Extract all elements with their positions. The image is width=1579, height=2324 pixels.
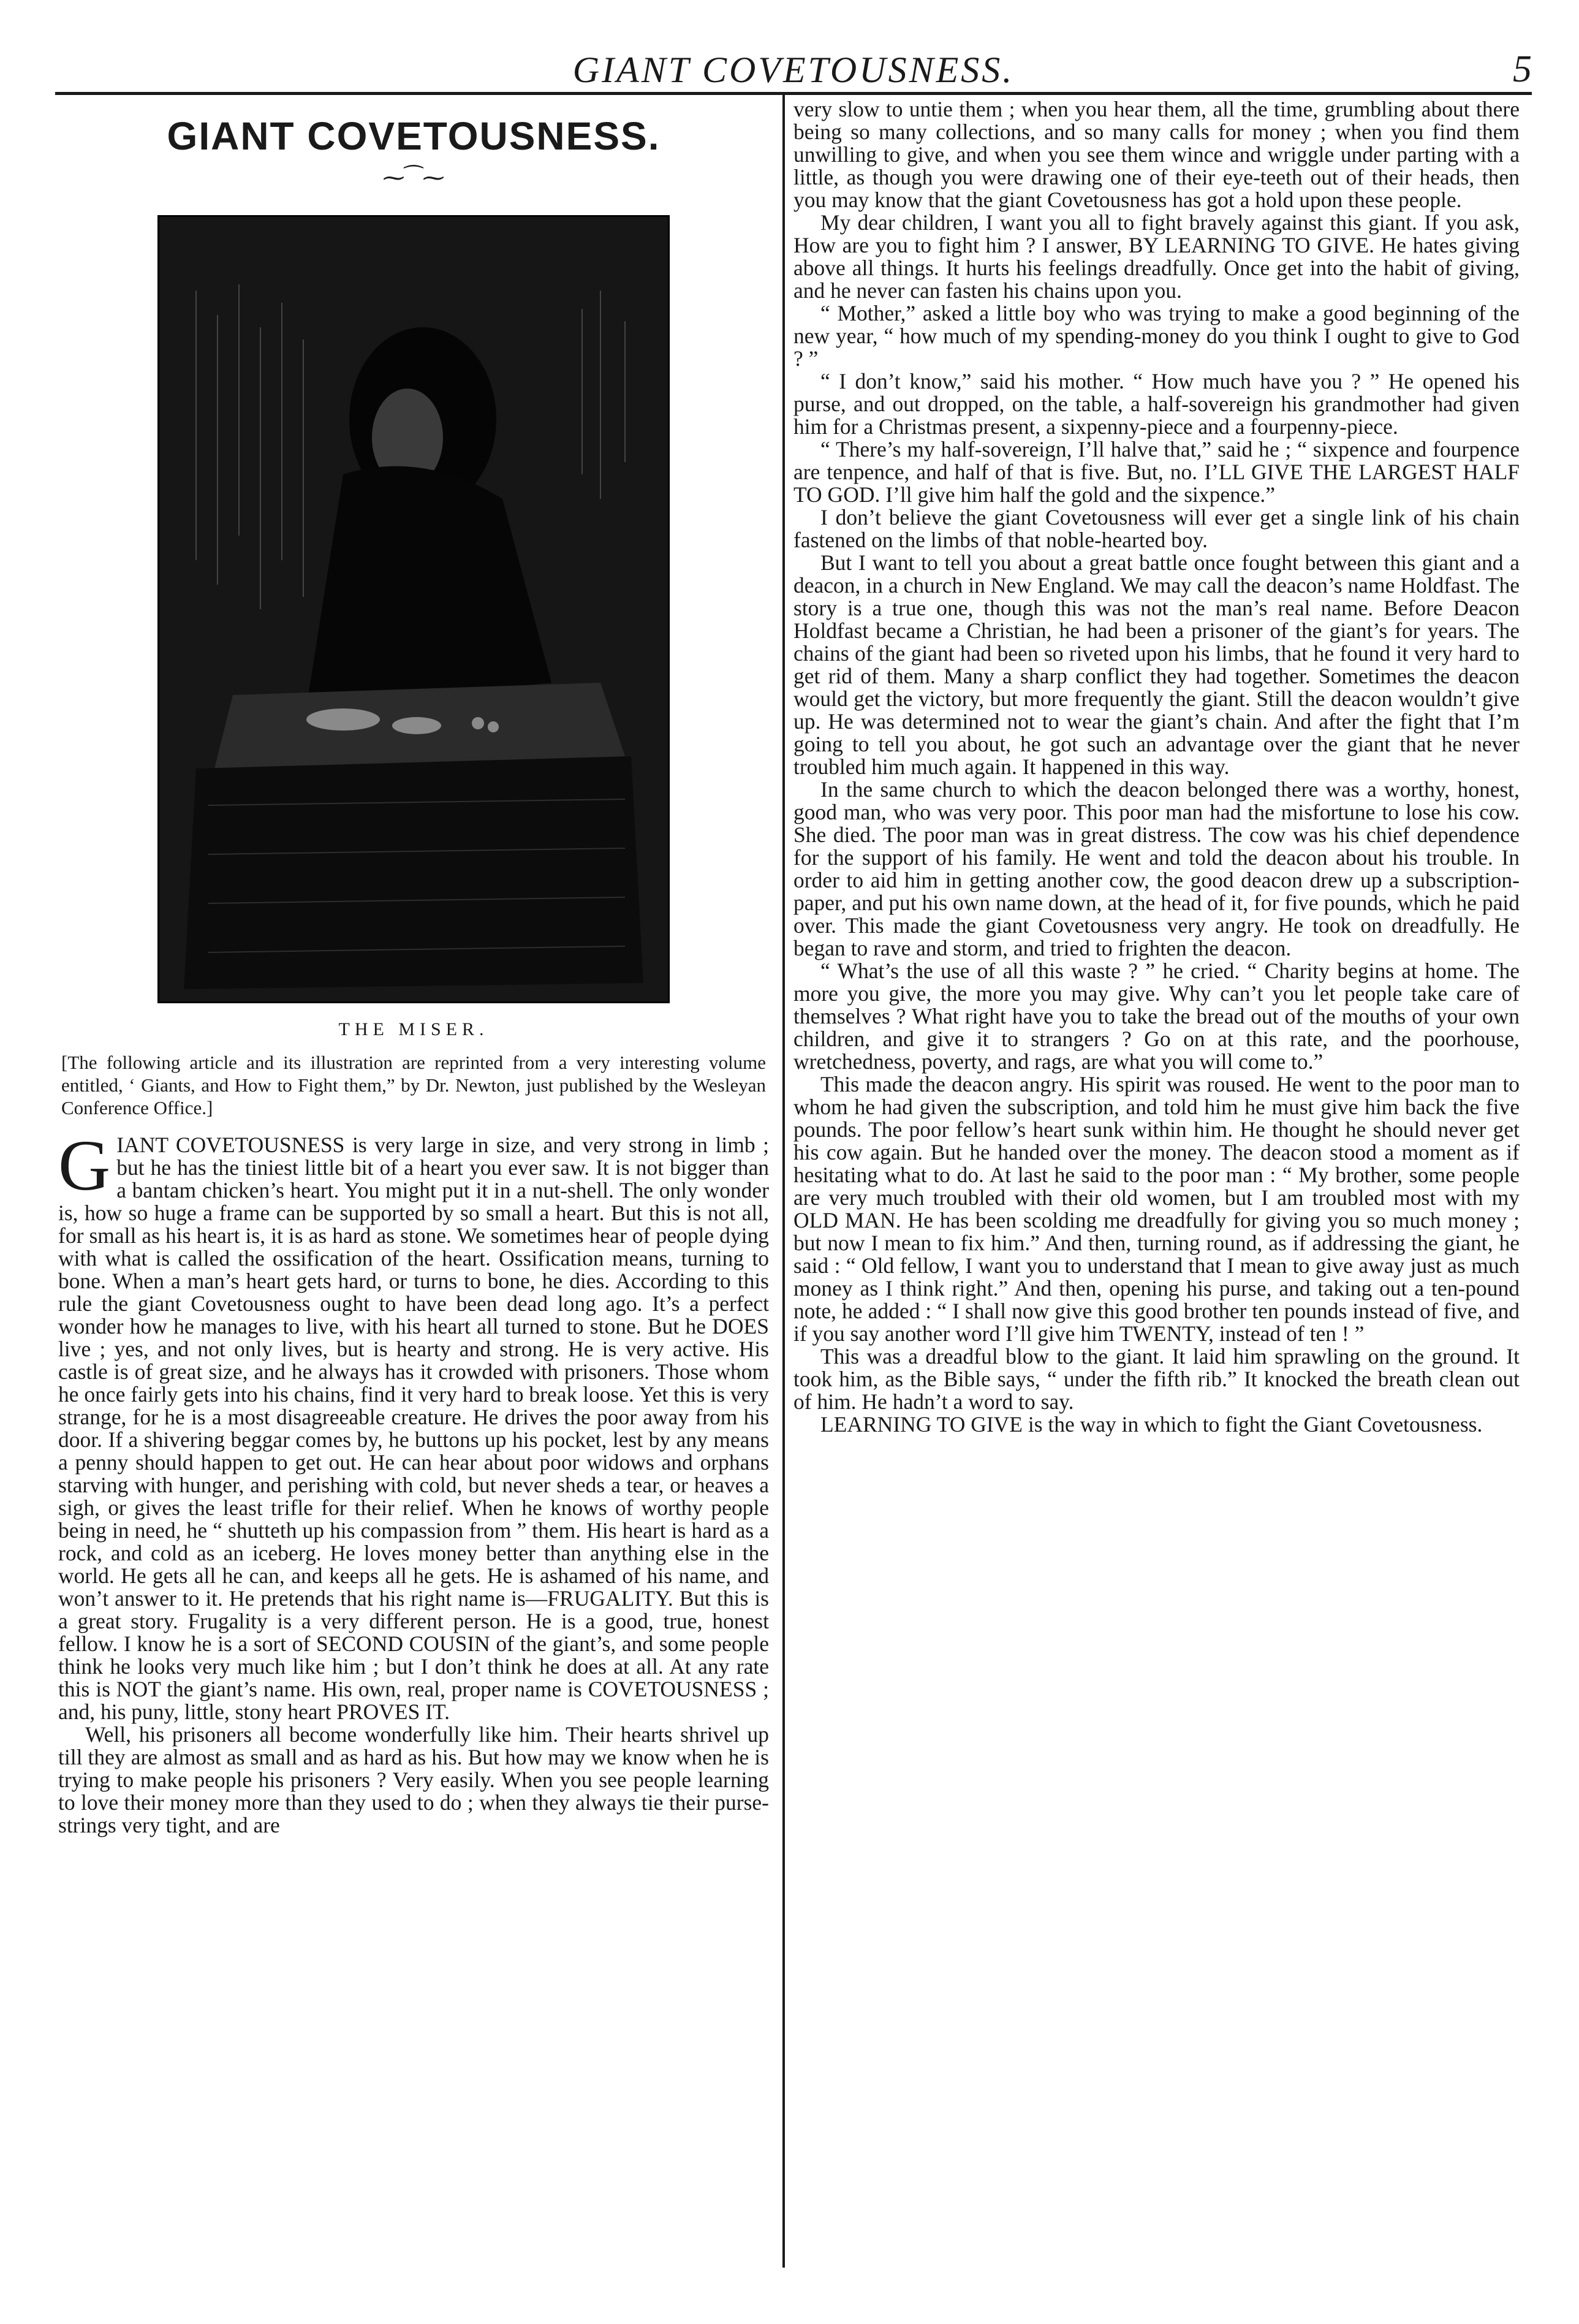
- right-paragraph-7: But I want to tell you about a great battle once fought between this giant and a deacon, in a church in New England. We may call the deacon’s name Holdfast. The story is a true one, though this was not the man’s real name. Before Deacon Holdfast became a Christian, he had been a prisoner of the giant’s for years. The chains of the giant had been so riveted upon his limbs, that he found it very hard to get rid of them. Many a sharp conflict they had together. Sometimes the deacon would get the victory, but more frequently the giant. Still the deacon wouldn’t give up. He was determined not to wear the giant’s chain. And after the fight that I’m going to tell you about, he got such an advantage over the giant that he never troubled him much again. It happened in this way.: [793, 550, 1520, 779]
- right-column: [793, 98, 1520, 1436]
- right-paragraph-1: very slow to untie them ; when you hear them, all the time, grumbling about there being so many collections, and so many calls for money ; when you find them unwilling to give, and when you see them wince and wriggle under parting with a little, as though you were drawing one of their eye-teeth out of their heads, then you may know that the giant Covetousness has got a hold upon these people.: [793, 97, 1520, 212]
- left-paragraph-1: [58, 1125, 769, 1724]
- right-paragraph-2: My dear children, I want you all to fight bravely against this giant. If you ask, How are you to fight him ? I answer, BY LEARNING TO GIVE. He hates giving above all things. It hurts his feelings dreadfully. Once get into the habit of giving, and he never can fasten his chains upon you.: [793, 210, 1520, 303]
- column-rule: [782, 92, 785, 2268]
- reprint-note: [The following article and its illustration are reprinted from a very interesting volume entitled, ‘ Giants, and How to Fight them,” by Dr. Newton, just published by the Wesleyan Conference Office.]: [61, 1052, 766, 1118]
- left-paragraph-1-text: IANT COVETOUSNESS is very large in size, and very strong in limb ; but he has the tiniest little bit of a heart you ever saw. It is not bigger than a bantam chicken’s heart. You might put it in a nut-shell. The only wonder is, how so huge a frame can be supported by so small a heart. But this is not all, for small as his heart is, it is as hard as stone. We sometimes hear of people dying with what is called the ossification of the heart. Ossification means, turning to bone. When a man’s heart gets hard, or turns to bone, he dies. According to this rule the giant Covetousness ought to have been dead long ago. It’s a perfect wonder how he manages to live, with his heart all turned to stone. But he DOES live ; yes, and not only lives, but is hearty and strong. He is very active. His castle is of great size, and he always has it crowded with prisoners. Those whom he once fairly gets into his chains, find it very hard to break loose. Yet this is very strange, for he is a most disagreeable creature. He drives the poor away from his door. If a shivering beggar comes by, he buttons up his pocket, lest by any means a penny should happen to get out. He can hear about poor widows and orphans starving with hunger, and perishing with cold, but never sheds a tear, or heaves a sigh, or gives the least trifle for their relief. When he knows of worthy people being in need, he “ shutteth up his compassion from ” them. His heart is hard as a rock, and cold as an iceberg. He loves money better than anything else in the world. He gets all he can, and keeps all he gets. He is ashamed of his name, and won’t answer to it. He pretends that his right name is—FRUGALITY. But this is a great story. Frugality is a very different person. He is a good, true, honest fellow. I know he is a sort of SECOND COUSIN of the giant’s, and some people think he looks very much like him ; but I don’t think he does at all. At any rate this is NOT the giant’s name. His own, real, proper name is COVETOUSNESS ; and, his puny, little, stony heart PROVES IT.: [58, 1133, 769, 1724]
- drop-cap: G: [58, 1125, 111, 1206]
- left-paragraph-2: Well, his prisoners all become wonderfully like him. Their hearts shrivel up till they are almost as small and as hard as his. But how may we know when he is trying to make people his prisoners ? Very easily. When you see people learning to love their money more than they used to do ; when they always tie their purse-strings very tight, and are: [58, 1722, 769, 1837]
- right-paragraph-6: I don’t believe the giant Covetousness will ever get a single link of his chain fastened on the limbs of that noble-hearted boy.: [793, 505, 1520, 552]
- page-number: 5: [1513, 48, 1532, 90]
- right-paragraph-10: This made the deacon angry. His spirit was roused. He went to the poor man to whom he had given the subscription, and told him he must give him back the five pounds. The poor fellow’s heart sunk within him. He thought he should never get his cow again. But he handed over the money. The deacon stood a moment as if hesitating what to do. At last he said to the poor man : “ My brother, some people are very much troubled with their old women, but I am troubled most with my OLD MAN. He has been scolding me dreadfully for giving you so much money ; but now I mean to fix him.” And then, turning round, as if addressing the giant, he said : “ Old fellow, I want you to understand that I mean to give away just as much money as I think right.” And then, opening his purse, and taking out a ten-pound note, he added : “ I shall now give this good brother ten pounds instead of five, and if you say another word I’ll give him TWENTY, instead of ten ! ”: [793, 1072, 1520, 1346]
- miser-engraving: [159, 217, 668, 1001]
- miser-illustration: [157, 215, 670, 1003]
- right-paragraph-4: “ I don’t know,” said his mother. “ How much have you ? ” He opened his purse, and out dropped, on the table, a half-sovereign his grandmother had given him for a Christmas present, a sixpenny-piece and a fourpenny-piece.: [793, 369, 1520, 439]
- right-paragraph-5: “ There’s my half-sovereign, I’ll halve that,” said he ; “ sixpence and fourpence are tenpence, and half of that is five. But, no. I’LL GIVE THE LARGEST HALF TO GOD. I’ll give him half the gold and the sixpence.”: [793, 437, 1520, 507]
- left-column: [58, 101, 769, 1837]
- right-paragraph-12: LEARNING TO GIVE is the way in which to fight the Giant Covetousness.: [820, 1412, 1483, 1437]
- right-paragraph-9: “ What’s the use of all this waste ? ” he cried. “ Charity begins at home. The more you give, the more you may give. Why can’t you let people take care of themselves ? What right have you to take the bread out of the mouths of your own children, and give it to strangers ? Go on at this rate, and the poorhouse, wretchedness, poverty, and rags, are what you will come to.”: [793, 959, 1520, 1074]
- running-title: GIANT COVETOUSNESS.: [572, 50, 1015, 90]
- right-paragraph-3: “ Mother,” asked a little boy who was trying to make a good beginning of the new year, “ how much of my spending-money do you think I ought to give to God ? ”: [793, 301, 1520, 371]
- illustration-caption: THE MISER.: [338, 1019, 489, 1039]
- article-title: GIANT COVETOUSNESS.: [167, 114, 661, 158]
- right-paragraph-8: In the same church to which the deacon belonged there was a worthy, honest, good man, who was very poor. This poor man had the misfortune to lose his cow. She died. The poor man was in great distress. The cow was his chief dependence for the support of his family. He went and told the deacon about his trouble. In order to aid him in getting another cow, the good deacon drew up a subscription-paper, and put his own name down, at the head of it, for five pounds, which he paid over. This made the giant Covetousness very angry. He took on dreadfully. He began to rave and storm, and tried to frighten the deacon.: [793, 777, 1520, 960]
- right-paragraph-11: This was a dreadful blow to the giant. It laid him sprawling on the ground. It took him, as the Bible says, “ under the fifth rib.” It knocked the breath clean out of him. He hadn’t a word to say.: [793, 1344, 1520, 1414]
- title-ornament: ⁓⁀⁓: [382, 165, 445, 190]
- running-header: [55, 43, 1532, 95]
